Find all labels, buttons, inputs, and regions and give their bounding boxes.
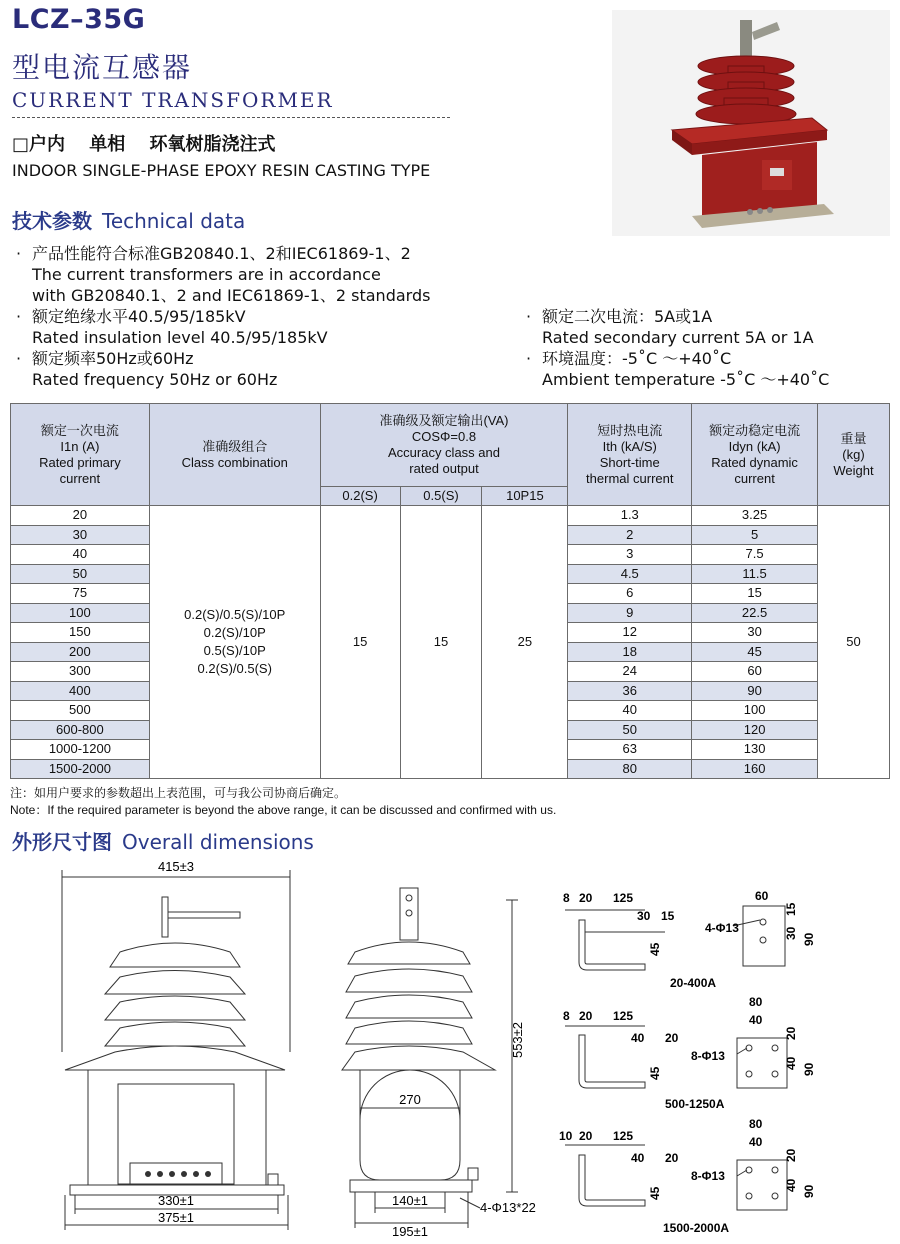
cell-primary-current: 200	[11, 642, 150, 662]
t1-pv3: 90	[802, 932, 816, 946]
specs-right: · 额定二次电流：5A或1A Rated secondary current 5A or 1A · 环境温度：-5˚C ～+40˚C Ambient temperature -5˚C ～+40˚C	[526, 306, 896, 390]
t1-d2: 20	[579, 891, 593, 905]
t2-pw2: 40	[749, 1013, 763, 1027]
type-english: INDOOR SINGLE-PHASE EPOXY RESIN CASTING TYPE	[12, 161, 431, 180]
cell-output-10p15: 25	[482, 506, 568, 779]
t2-pv3: 90	[802, 1062, 816, 1076]
cell-primary-current: 50	[11, 564, 150, 584]
t3-holes: 8-Φ13	[691, 1169, 725, 1183]
class-combination-line: 0.2(S)/10P	[203, 625, 266, 640]
cell-thermal-current: 2	[568, 525, 692, 545]
cell-dynamic-current: 160	[692, 759, 818, 779]
header-primary-current: 额定一次电流 I1n (A) Rated primary current	[11, 404, 150, 506]
header-output-05s: 0.5(S)	[400, 487, 482, 506]
technical-heading-cn: 技术参数	[12, 209, 92, 233]
side-view-drawing	[320, 880, 550, 1237]
cell-thermal-current: 50	[568, 720, 692, 740]
cell-thermal-current: 3	[568, 545, 692, 565]
model-number: LCZ–35G	[12, 4, 146, 35]
cell-dynamic-current: 90	[692, 681, 818, 701]
cell-thermal-current: 80	[568, 759, 692, 779]
cell-primary-current: 40	[11, 545, 150, 565]
t2-label: 500-1250A	[665, 1097, 725, 1111]
t3-len: 125	[613, 1129, 634, 1143]
t2-pw1: 80	[749, 995, 763, 1009]
cell-dynamic-current: 15	[692, 584, 818, 604]
t2-a: 40	[631, 1031, 645, 1045]
side-holes-label: 4-Φ13*22	[480, 1200, 536, 1215]
cell-weight: 50	[818, 506, 890, 779]
spec-secondary-cn: 额定二次电流：5A或1A	[542, 307, 713, 326]
terminal-details-drawing	[555, 880, 895, 1240]
header-weight: 重量 (kg) Weight	[818, 404, 890, 506]
cell-dynamic-current: 3.25	[692, 506, 818, 526]
cell-primary-current: 500	[11, 701, 150, 721]
cell-thermal-current: 12	[568, 623, 692, 643]
dimensions-heading-cn: 外形尺寸图	[12, 830, 112, 854]
spec-standard-cn: 产品性能符合标准GB20840.1、2和IEC61869-1、2	[32, 244, 411, 263]
overall-dimensions-heading	[12, 826, 314, 855]
technical-heading-en: Technical data	[102, 209, 246, 233]
cell-thermal-current: 40	[568, 701, 692, 721]
t2-d1: 8	[563, 1009, 570, 1023]
cell-thermal-current: 36	[568, 681, 692, 701]
title-english: CURRENT TRANSFORMER	[12, 88, 334, 112]
cell-output-05s: 15	[400, 506, 482, 779]
type-chinese: □户内 单相 环氧树脂浇注式	[12, 134, 276, 155]
t1-label: 20-400A	[670, 976, 717, 990]
cell-thermal-current: 1.3	[568, 506, 692, 526]
table-row	[11, 506, 890, 526]
class-combination-line: 0.2(S)/0.5(S)/10P	[184, 607, 286, 622]
cell-primary-current: 1000-1200	[11, 740, 150, 760]
spec-frequency-en: Rated frequency 50Hz or 60Hz	[32, 370, 278, 389]
cell-primary-current: 300	[11, 662, 150, 682]
t3-pv1: 20	[784, 1148, 798, 1162]
cell-primary-current: 30	[11, 525, 150, 545]
t3-d2: 20	[579, 1129, 593, 1143]
cell-dynamic-current: 45	[692, 642, 818, 662]
cell-thermal-current: 63	[568, 740, 692, 760]
note-chinese: 注：如用户要求的参数超出上表范围，可与我公司协商后确定。	[10, 786, 347, 800]
cell-primary-current: 400	[11, 681, 150, 701]
cell-primary-current: 100	[11, 603, 150, 623]
spec-ambient-cn: 环境温度：-5˚C ～+40˚C	[542, 349, 732, 368]
cell-primary-current: 150	[11, 623, 150, 643]
cell-primary-current: 600-800	[11, 720, 150, 740]
t3-c: 45	[648, 1186, 662, 1200]
cell-primary-current: 1500-2000	[11, 759, 150, 779]
t2-len: 125	[613, 1009, 634, 1023]
title-chinese: 型电流互感器	[12, 51, 193, 84]
spec-frequency-cn: 额定频率50Hz或60Hz	[32, 349, 194, 368]
cell-dynamic-current: 5	[692, 525, 818, 545]
t1-len: 125	[613, 891, 634, 905]
side-height-label: 553±2	[510, 1021, 525, 1059]
class-combination-line: 0.2(S)/0.5(S)	[197, 661, 272, 676]
note-english: Note：If the required parameter is beyond the above range, it can be discussed and confirmed with us.	[10, 803, 557, 817]
t3-d1: 10	[559, 1129, 573, 1143]
specs-left: · 产品性能符合标准GB20840.1、2和IEC61869-1、2 The current transformers are in accordance with GB20840.1、2 and IEC61869-1、2 standards · 额定绝缘水平40.5/95/185kV Rated insulation level 40.5/95/185kV · 额定频率50Hz或60Hz Rated frequency 50Hz or 60Hz	[16, 243, 516, 390]
t1-pv2: 30	[784, 926, 798, 940]
technical-data-heading	[12, 205, 245, 234]
cell-dynamic-current: 11.5	[692, 564, 818, 584]
cell-dynamic-current: 22.5	[692, 603, 818, 623]
cell-dynamic-current: 30	[692, 623, 818, 643]
t1-b: 15	[661, 909, 675, 923]
t2-c: 45	[648, 1066, 662, 1080]
t1-pv1: 15	[784, 902, 798, 916]
side-base-inner-label: 140±1	[391, 1193, 429, 1208]
t3-pv2: 40	[784, 1178, 798, 1192]
front-base-outer-label: 375±1	[157, 1210, 195, 1225]
cell-thermal-current: 6	[568, 584, 692, 604]
t3-label: 1500-2000A	[663, 1221, 730, 1235]
front-base-inner-label: 330±1	[157, 1193, 195, 1208]
header-accuracy-output: 准确级及额定输出(VA) COSΦ=0.8 Accuracy class and rated output	[320, 404, 568, 487]
header-thermal-current: 短时热电流 Ith (kA/S) Short-time thermal current	[568, 404, 692, 506]
cell-class-combination	[149, 506, 320, 779]
spec-ambient-en: Ambient temperature -5˚C ～+40˚C	[542, 370, 830, 389]
table-body	[11, 506, 890, 779]
t2-b: 20	[665, 1031, 679, 1045]
t2-d2: 20	[579, 1009, 593, 1023]
class-combination-line: 0.5(S)/10P	[203, 643, 266, 658]
t3-pv3: 90	[802, 1184, 816, 1198]
t1-d1: 8	[563, 891, 570, 905]
header-dynamic-current: 额定动稳定电流 Idyn (kA) Rated dynamic current	[692, 404, 818, 506]
t1-holes: 4-Φ13	[705, 921, 739, 935]
cell-output-02s: 15	[320, 506, 400, 779]
cell-dynamic-current: 7.5	[692, 545, 818, 565]
product-photo	[612, 10, 890, 236]
front-view-drawing	[40, 852, 310, 1237]
t2-pv2: 40	[784, 1056, 798, 1070]
spec-standard-en-1: The current transformers are in accordance	[32, 265, 381, 284]
cell-dynamic-current: 130	[692, 740, 818, 760]
cell-dynamic-current: 100	[692, 701, 818, 721]
t1-c: 45	[648, 942, 662, 956]
front-width-label: 415±3	[157, 859, 195, 874]
dimensions-heading-en: Overall dimensions	[122, 830, 314, 854]
t3-pw2: 40	[749, 1135, 763, 1149]
spec-secondary-en: Rated secondary current 5A or 1A	[542, 328, 814, 347]
cell-thermal-current: 18	[568, 642, 692, 662]
cell-thermal-current: 9	[568, 603, 692, 623]
spec-insulation-cn: 额定绝缘水平40.5/95/185kV	[32, 307, 246, 326]
t2-pv1: 20	[784, 1026, 798, 1040]
cell-primary-current: 75	[11, 584, 150, 604]
header-output-10p15: 10P15	[482, 487, 568, 506]
t3-b: 20	[665, 1151, 679, 1165]
spec-insulation-en: Rated insulation level 40.5/95/185kV	[32, 328, 328, 347]
cell-dynamic-current: 60	[692, 662, 818, 682]
t1-pw: 60	[755, 889, 769, 903]
title-divider	[12, 117, 450, 118]
side-base-outer-label: 195±1	[391, 1224, 429, 1237]
technical-data-table	[10, 403, 890, 779]
t3-a: 40	[631, 1151, 645, 1165]
header-output-02s: 0.2(S)	[320, 487, 400, 506]
cell-dynamic-current: 120	[692, 720, 818, 740]
spec-standard-en-2: with GB20840.1、2 and IEC61869-1、2 standards	[32, 286, 431, 305]
header-class-combination: 准确级组合 Class combination	[149, 404, 320, 506]
side-body-label: 270	[399, 1092, 421, 1107]
cell-thermal-current: 4.5	[568, 564, 692, 584]
cell-primary-current: 20	[11, 506, 150, 526]
t1-a: 30	[637, 909, 651, 923]
t2-holes: 8-Φ13	[691, 1049, 725, 1063]
t3-pw1: 80	[749, 1117, 763, 1131]
cell-thermal-current: 24	[568, 662, 692, 682]
